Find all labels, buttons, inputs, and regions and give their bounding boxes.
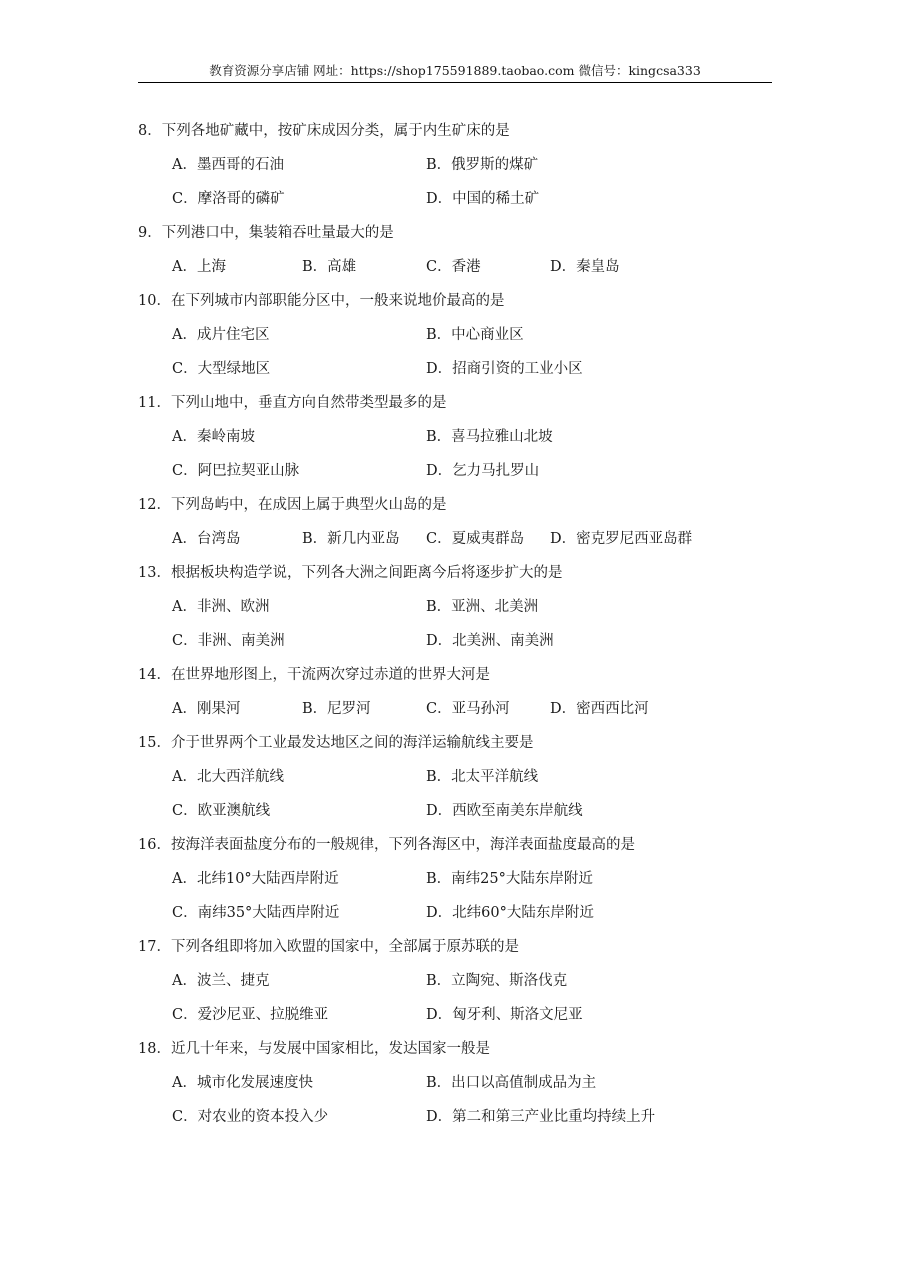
question-stem: 18．近几十年来，与发展中国家相比，发达国家一般是	[138, 1041, 490, 1057]
answer-option: D．第二和第三产业比重均持续上升	[426, 1109, 656, 1125]
question-stem: 12．下列岛屿中，在成因上属于典型火山岛的是	[138, 497, 447, 513]
question	[138, 288, 778, 390]
answer-option: C．摩洛哥的磷矿	[172, 191, 285, 207]
option-row	[138, 900, 778, 934]
option-row	[138, 798, 778, 832]
answer-option: B．高雄	[302, 259, 357, 275]
answer-option: D．北美洲、南美洲	[426, 633, 554, 649]
answer-option: A．城市化发展速度快	[172, 1075, 313, 1091]
option-row	[138, 356, 778, 390]
answer-option: D．密西西比河	[550, 701, 649, 717]
option-row	[138, 1104, 778, 1138]
answer-option: D．匈牙利、斯洛文尼亚	[426, 1007, 583, 1023]
option-row	[138, 968, 778, 1002]
option-row	[138, 696, 778, 730]
answer-option: A．波兰、捷克	[172, 973, 270, 989]
answer-option: D．乞力马扎罗山	[426, 463, 540, 479]
question-stem: 17．下列各组即将加入欧盟的国家中，全部属于原苏联的是	[138, 939, 519, 955]
answer-option: C．香港	[426, 259, 481, 275]
question	[138, 390, 778, 492]
question	[138, 934, 778, 1036]
option-row	[138, 866, 778, 900]
answer-option: D．北纬60°大陆东岸附近	[426, 905, 594, 921]
answer-option: B．北太平洋航线	[426, 769, 539, 785]
option-row	[138, 764, 778, 798]
option-row	[138, 526, 778, 560]
option-row	[138, 1002, 778, 1036]
question	[138, 730, 778, 832]
answer-option: D．招商引资的工业小区	[426, 361, 583, 377]
answer-option: C．欧亚澳航线	[172, 803, 271, 819]
answer-option: C．非洲、南美洲	[172, 633, 285, 649]
answer-option: B．喜马拉雅山北坡	[426, 429, 553, 445]
option-row	[138, 424, 778, 458]
answer-option: A．成片住宅区	[172, 327, 270, 343]
answer-option: C．南纬35°大陆西岸附近	[172, 905, 340, 921]
question-stem: 16．按海洋表面盐度分布的一般规律，下列各海区中，海洋表面盐度最高的是	[138, 837, 635, 853]
question-stem: 14．在世界地形图上，干流两次穿过赤道的世界大河是	[138, 667, 490, 683]
question	[138, 832, 778, 934]
answer-option: A．北纬10°大陆西岸附近	[172, 871, 339, 887]
option-row	[138, 1070, 778, 1104]
answer-option: C．对农业的资本投入少	[172, 1109, 329, 1125]
question-stem: 15．介于世界两个工业最发达地区之间的海洋运输航线主要是	[138, 735, 534, 751]
answer-option: B．俄罗斯的煤矿	[426, 157, 539, 173]
question	[138, 492, 778, 560]
answer-option: A．上海	[172, 259, 226, 275]
question-stem: 11．下列山地中，垂直方向自然带类型最多的是	[138, 395, 447, 411]
answer-option: C．亚马孙河	[426, 701, 510, 717]
question	[138, 220, 778, 288]
question-stem: 10．在下列城市内部职能分区中，一般来说地价最高的是	[138, 293, 505, 309]
question-stem: 8．下列各地矿藏中，按矿床成因分类，属于内生矿床的是	[138, 123, 510, 139]
answer-option: C．夏威夷群岛	[426, 531, 525, 547]
answer-option: A．北大西洋航线	[172, 769, 284, 785]
option-row	[138, 186, 778, 220]
question-stem: 13．根据板块构造学说，下列各大洲之间距离今后将逐步扩大的是	[138, 565, 563, 581]
answer-option: C．大型绿地区	[172, 361, 271, 377]
answer-option: D．中国的稀土矿	[426, 191, 540, 207]
option-row	[138, 254, 778, 288]
answer-option: A．非洲、欧洲	[172, 599, 270, 615]
question-list	[138, 118, 778, 1138]
question	[138, 662, 778, 730]
answer-option: A．墨西哥的石油	[172, 157, 284, 173]
question	[138, 560, 778, 662]
answer-option: B．出口以高值制成品为主	[426, 1075, 597, 1091]
answer-option: B．立陶宛、斯洛伐克	[426, 973, 568, 989]
option-row	[138, 628, 778, 662]
answer-option: B．尼罗河	[302, 701, 371, 717]
answer-option: B．中心商业区	[426, 327, 524, 343]
answer-option: A．秦岭南坡	[172, 429, 255, 445]
option-row	[138, 152, 778, 186]
answer-option: B．新几内亚岛	[302, 531, 400, 547]
question	[138, 118, 778, 220]
answer-option: C．阿巴拉契亚山脉	[172, 463, 300, 479]
question	[138, 1036, 778, 1138]
answer-option: A．台湾岛	[172, 531, 241, 547]
answer-option: D．秦皇岛	[550, 259, 620, 275]
option-row	[138, 594, 778, 628]
answer-option: A．刚果河	[172, 701, 241, 717]
option-row	[138, 322, 778, 356]
page-header: 教育资源分享店铺 网址：https://shop175591889.taobao.com 微信号：kingcsa333	[138, 60, 772, 83]
answer-option: C．爱沙尼亚、拉脱维亚	[172, 1007, 329, 1023]
answer-option: D．西欧至南美东岸航线	[426, 803, 583, 819]
answer-option: D．密克罗尼西亚岛群	[550, 531, 693, 547]
option-row	[138, 458, 778, 492]
answer-option: B．亚洲、北美洲	[426, 599, 539, 615]
question-stem: 9．下列港口中，集装箱吞吐量最大的是	[138, 225, 394, 241]
answer-option: B．南纬25°大陆东岸附近	[426, 871, 593, 887]
